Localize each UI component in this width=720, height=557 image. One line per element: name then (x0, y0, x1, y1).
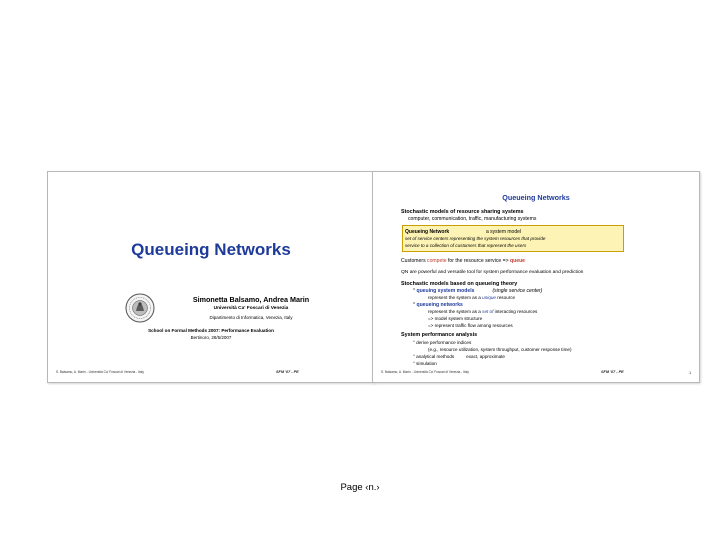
perf-bullet-2 (413, 354, 505, 359)
authors: Simonetta Balsamo, Andrea Marin (192, 295, 310, 304)
stochastic-heading: Stochastic models of resource sharing systems (401, 209, 524, 215)
bullet-icon: ° (413, 302, 417, 308)
theory-heading: Stochastic models based on queueing theory (401, 281, 518, 287)
compete-pre: Customers (401, 258, 428, 264)
bullet-icon: ° (413, 340, 417, 345)
department: Dipartimento di Informatica, Venezia, Italy (209, 315, 293, 320)
p3: simulation (416, 361, 437, 366)
b1-paren: (single service center) (492, 288, 543, 294)
qn-line: QN are powerful and versatile tool for system performance evaluation and prediction (401, 270, 584, 275)
title-slide (47, 171, 375, 383)
p2-b: exact, approximate (466, 354, 505, 359)
definition-box (402, 225, 624, 252)
b1-sub-em: unique (482, 295, 496, 300)
perf-heading: System performance analysis (401, 332, 478, 338)
b2-sub-2: => model system structure (428, 316, 483, 321)
content-slide (372, 171, 700, 383)
bullet-icon: ° (413, 288, 417, 294)
b1-term: queuing system models (416, 288, 475, 294)
slide-footer-left: S. Balsamo, A. Marin - Università Ca' Foscari di Venezia - Italy (381, 370, 469, 374)
b1-sub (428, 295, 515, 300)
b2-sub-post: interacting resources (493, 309, 538, 314)
compete-line (401, 258, 525, 264)
slide-page-number: 1 (689, 370, 692, 375)
slide-footer-mid: SFM '07 - PE (276, 370, 299, 374)
bullet-queuing-system (413, 288, 542, 294)
bullet-queueing-networks (413, 302, 463, 308)
page-label: Page ‹n.› (340, 482, 380, 493)
school-name: School on Formal Methods 2007: Performance Evaluation (148, 328, 274, 333)
place-date: Bertinoro, 28/5/2007 (190, 335, 232, 340)
box-line-1: set of service centers representing the system resources that provide (405, 236, 546, 241)
bullet-icon: ° (413, 361, 417, 366)
box-def: a system model (486, 229, 522, 235)
box-line-2: service to a collection of customers that represent the users (405, 243, 527, 248)
slide-title: Queueing Networks (131, 240, 291, 259)
b1-sub-pre: represent the system as a (428, 295, 483, 300)
b1-sub-post: resource (495, 295, 516, 300)
p2: analytical methods (416, 354, 455, 359)
slide-footer-mid: SFM '07 - PE (601, 370, 624, 374)
p1: derive performance indices (416, 340, 472, 345)
b2-sub-3: => represent traffic flow among resources (428, 323, 513, 328)
stochastic-sub: computer, communication, traffic, manufacturing systems (408, 216, 537, 222)
perf-bullet-3 (413, 361, 437, 366)
slide-footer-left: S. Balsamo, A. Marin - Università Ca' Foscari di Venezia - Italy (56, 370, 144, 374)
b2-sub (428, 309, 537, 314)
queue-word: queue (510, 258, 526, 264)
box-term: Queueing Network (405, 229, 450, 235)
b2-sub-pre: represent the system as a (428, 309, 483, 314)
university: Università Ca' Foscari di Venezia (213, 306, 289, 311)
compete-word: compete (427, 258, 447, 264)
compete-mid: for the resource service => (446, 258, 511, 264)
bullet-icon: ° (413, 354, 417, 359)
b2-sub-em: set of (482, 309, 494, 314)
perf-bullet-1-sub: (e.g., resource utilization, system throughput, customer response time) (428, 347, 572, 352)
b2-term: queueing networks (416, 302, 463, 308)
perf-bullet-1 (413, 340, 471, 345)
slide-title: Queueing Networks (502, 193, 570, 202)
